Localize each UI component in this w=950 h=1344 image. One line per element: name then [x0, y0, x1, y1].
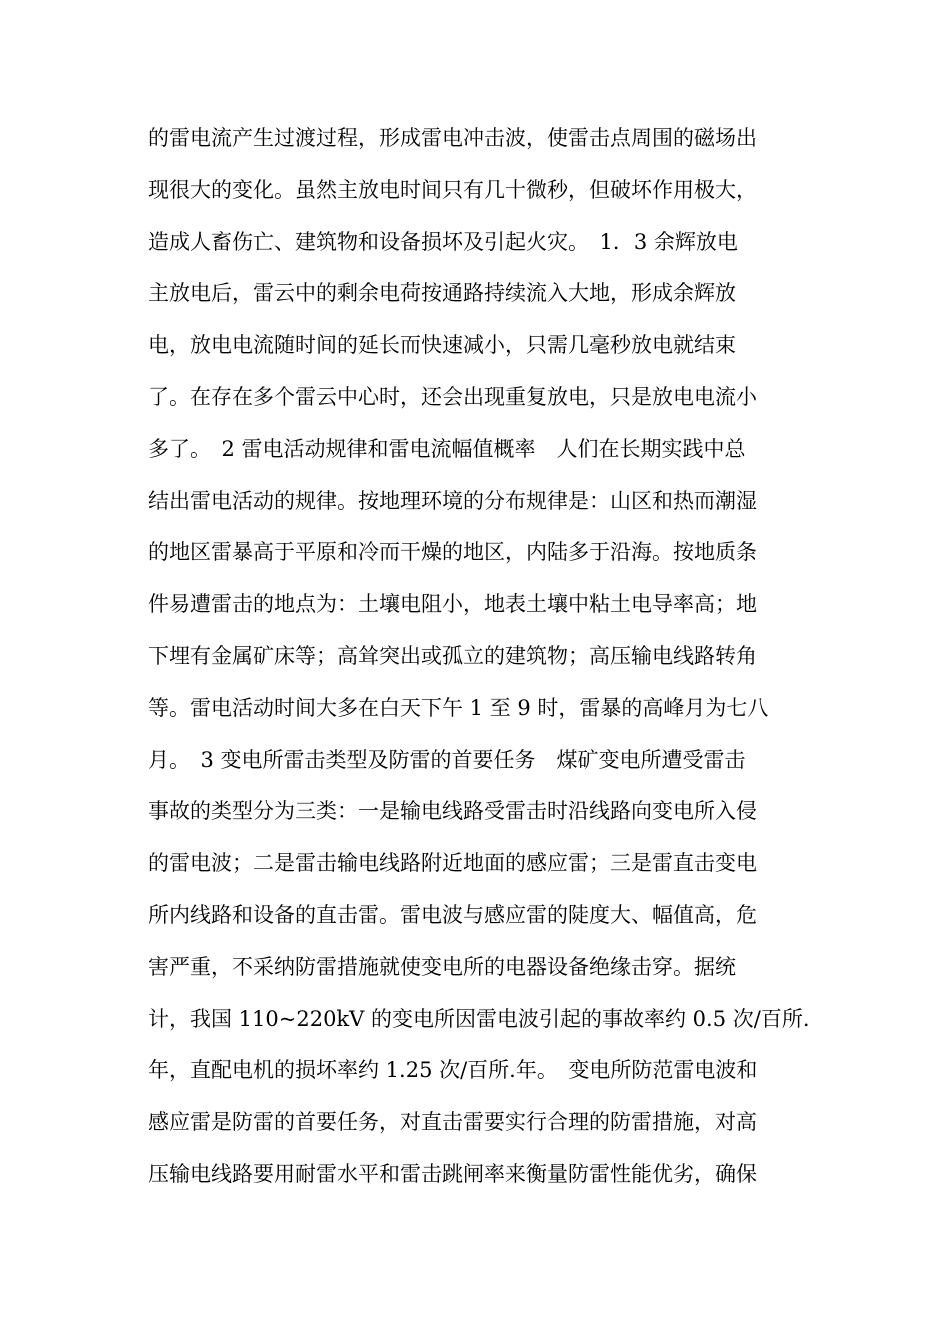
- text-line: 的雷电波；二是雷击输电线路附近地面的感应雷；三是雷直击变电: [148, 851, 757, 876]
- text-line: 月。 3 变电所雷击类型及防雷的首要任务 煤矿变电所遭受雷击: [148, 747, 746, 772]
- text-line: 造成人畜伤亡、建筑物和设备损坏及引起火灾。 1．3 余辉放电: [148, 229, 738, 254]
- text-line: 压输电线路要用耐雷水平和雷击跳闸率来衡量防雷性能优劣，确保: [148, 1161, 757, 1186]
- text-line: 感应雷是防雷的首要任务，对直击雷要实行合理的防雷措施，对高: [148, 1110, 757, 1135]
- text-line: 等。雷电活动时间大多在白天下午 1 至 9 时，雷暴的高峰月为七八: [148, 695, 769, 720]
- text-line: 主放电后，雷云中的剩余电荷按通路持续流入大地，形成余辉放: [148, 281, 736, 306]
- text-line: 结出雷电活动的规律。按地理环境的分布规律是：山区和热而潮湿: [148, 488, 757, 513]
- text-line: 件易遭雷击的地点为：土壤电阻小，地表土壤中粘土电导率高；地: [148, 592, 757, 617]
- text-line: 事故的类型分为三类：一是输电线路受雷击时沿线路向变电所入侵: [148, 799, 757, 824]
- text-line: 下埋有金属矿床等；高耸突出或孤立的建筑物；高压输电线路转角: [148, 643, 757, 668]
- text-line: 电，放电电流随时间的延长而快速减小，只需几毫秒放电就结束: [148, 333, 736, 358]
- text-line: 的雷电流产生过渡过程，形成雷电冲击波，使雷击点周围的磁场出: [148, 126, 757, 150]
- body-text: [148, 113, 820, 1201]
- text-line: 年，直配电机的损坏率约 1.25 次/百所.年。 变电所防范雷电波和: [148, 1058, 758, 1083]
- text-line: 的地区雷暴高于平原和冷而干燥的地区，内陆多于沿海。按地质条: [148, 540, 757, 565]
- text-line: 多了。 2 雷电活动规律和雷电流幅值概率 人们在长期实践中总: [148, 436, 746, 461]
- text-line: 所内线路和设备的直击雷。雷电波与感应雷的陡度大、幅值高，危: [148, 902, 757, 927]
- text-line: 现很大的变化。虽然主放电时间只有几十微秒，但破坏作用极大，: [148, 177, 757, 202]
- text-line: 了。在存在多个雷云中心时，还会出现重复放电，只是放电电流小: [148, 384, 757, 409]
- text-line: 害严重，不采纳防雷措施就使变电所的电器设备绝缘击穿。据统: [148, 954, 736, 979]
- text-line: 计，我国 110~220kV 的变电所因雷电波引起的事故率约 0.5 次/百所.: [148, 1006, 810, 1031]
